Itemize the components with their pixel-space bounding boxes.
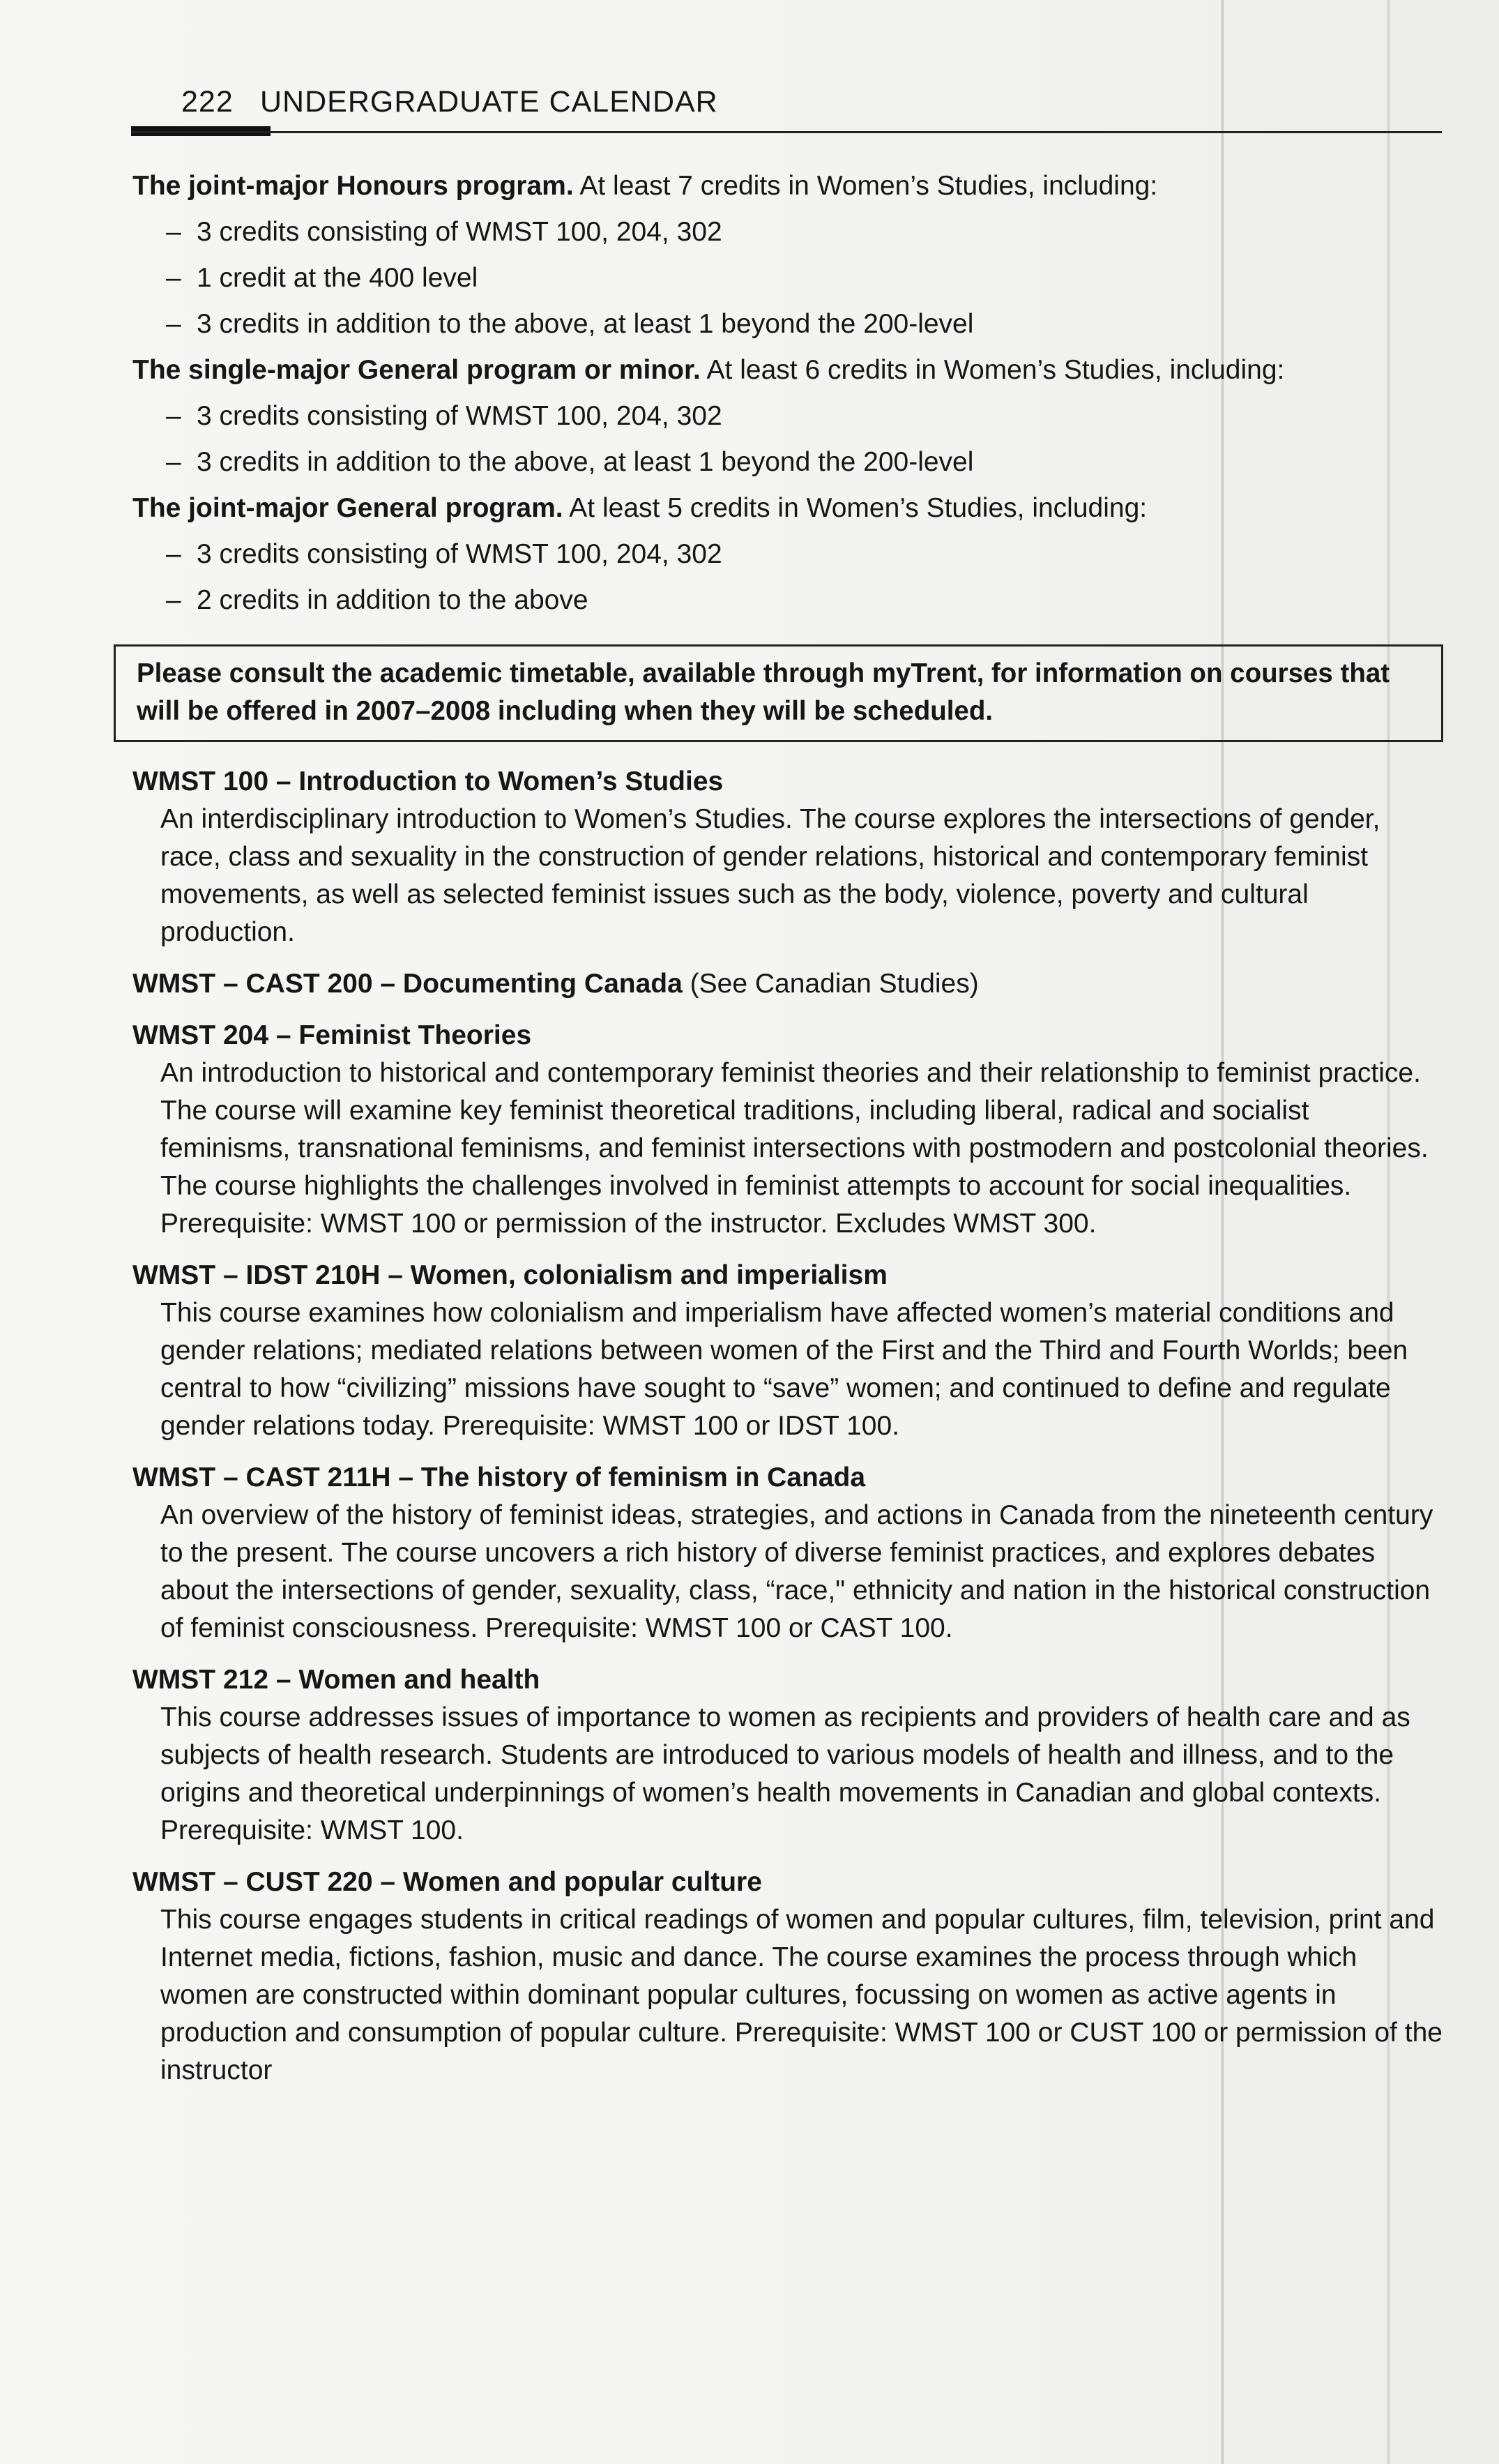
- requirement-text: 3 credits consisting of WMST 100, 204, 302: [197, 217, 722, 247]
- course-description: An interdisciplinary introduction to Women’s Studies. The course explores the intersections of gender, race, class and sexuality in the construction of gender relations, historical and contemporary feminist movements, as well as selected feminist issues such as the body, violence, poverty and cultural production.: [160, 804, 1380, 947]
- program-intro: At least 7 credits in Women’s Studies, including:: [579, 171, 1158, 201]
- course-title-text: WMST 100 – Introduction to Women’s Studies: [132, 766, 724, 796]
- running-title: UNDERGRADUATE CALENDAR: [260, 85, 718, 119]
- program-heading: [132, 167, 1443, 205]
- requirement-text: 3 credits in addition to the above, at least 1 beyond the 200-level: [197, 309, 974, 339]
- course-title-text: WMST – CUST 220 – Women and popular culture: [132, 1867, 762, 1897]
- course-description: This course engages students in critical readings of women and popular cultures, film, television, print and Internet media, fictions, fashion, music and dance. The course examines the process through which women are constructed within dominant popular cultures, focussing on women as active agents in production and consumption of popular culture. Prerequisite: WMST 100 or CUST 100 or permission of the instructor: [160, 1905, 1443, 2085]
- requirement-text: 1 credit at the 400 level: [197, 263, 478, 293]
- requirement-item: – 2 credits in addition to the above: [166, 585, 588, 615]
- requirement-list: [132, 398, 1443, 481]
- course-title: [132, 965, 1443, 1003]
- program-name: The joint-major General program.: [132, 493, 563, 523]
- course-note: (See Canadian Studies): [682, 969, 979, 999]
- course-title: [132, 1459, 1443, 1497]
- program-intro: At least 6 credits in Women’s Studies, including:: [706, 355, 1285, 385]
- requirement-item: – 3 credits consisting of WMST 100, 204, 302: [166, 539, 722, 569]
- program-intro: At least 5 credits in Women’s Studies, including:: [569, 493, 1148, 523]
- program-heading: [132, 352, 1443, 389]
- course-description: This course addresses issues of importance to women as recipients and providers of health care and as subjects of health research. Students are introduced to various models of health and illness, and to the origins and theoretical underpinnings of women’s health movements in Canadian and global contexts. Prerequisite: WMST 100.: [160, 1702, 1410, 1845]
- program-joint-major-honours: [132, 167, 1443, 343]
- requirement-list: [132, 536, 1443, 619]
- course-title-text: WMST – CAST 200 – Documenting Canada: [132, 969, 683, 999]
- course-title: [132, 1257, 1443, 1294]
- page-content: [132, 167, 1443, 2103]
- course-wmst-212: [132, 1661, 1443, 1850]
- requirement-item: – 3 credits in addition to the above, at least 1 beyond the 200-level: [166, 309, 974, 339]
- course-description: An introduction to historical and contemporary feminist theories and their relationship to feminist practice. The course will examine key feminist theoretical traditions, including liberal, radical and socialist feminisms, transnational feminisms, and feminist intersections with postmodern and postcolonial theories. The course highlights the challenges involved in feminist attempts to account for social inequalities. Prerequisite: WMST 100 or permission of the instructor. Excludes WMST 300.: [160, 1058, 1429, 1239]
- program-heading: [132, 490, 1443, 527]
- requirement-item: – 3 credits consisting of WMST 100, 204, 302: [166, 217, 722, 247]
- requirement-list: [132, 213, 1443, 343]
- program-single-major-general: [132, 352, 1443, 481]
- course-title-text: WMST 212 – Women and health: [132, 1665, 540, 1695]
- course-wmst-204: [132, 1017, 1443, 1243]
- course-title: [132, 763, 1443, 801]
- course-wmst-idst-210h: [132, 1257, 1443, 1445]
- course-title: [132, 1017, 1443, 1055]
- course-title: [132, 1661, 1443, 1699]
- course-title-text: WMST 204 – Feminist Theories: [132, 1020, 532, 1050]
- course-title: [132, 1864, 1443, 1901]
- requirement-item: – 3 credits consisting of WMST 100, 204, 302: [166, 401, 722, 431]
- header-rule: [131, 131, 1442, 133]
- requirement-text: 2 credits in addition to the above: [197, 585, 588, 615]
- timetable-notice: Please consult the academic timetable, available through myTrent, for information on courses that will be offered in 2007–2008 including when they will be scheduled.: [114, 644, 1443, 742]
- requirement-item: – 1 credit at the 400 level: [166, 263, 478, 293]
- course-wmst-cast-211h: [132, 1459, 1443, 1647]
- course-wmst-cust-220: [132, 1864, 1443, 2089]
- course-description: An overview of the history of feminist ideas, strategies, and actions in Canada from the nineteenth century to the present. The course uncovers a rich history of diverse feminist practices, and explores debates about the intersections of gender, sexuality, class, “race," ethnicity and nation in the historical construction of feminist consciousness. Prerequisite: WMST 100 or CAST 100.: [160, 1500, 1433, 1643]
- requirement-item: – 3 credits in addition to the above, at least 1 beyond the 200-level: [166, 447, 974, 477]
- program-joint-major-general: [132, 490, 1443, 619]
- course-description: This course examines how colonialism and imperialism have affected women’s material conditions and gender relations; mediated relations between women of the First and the Third and Fourth Worlds; been central to how “civilizing” missions have sought to “save” women; and continued to define and regulate gender relations today. Prerequisite: WMST 100 or IDST 100.: [160, 1298, 1408, 1441]
- requirement-text: 3 credits in addition to the above, at least 1 beyond the 200-level: [197, 447, 974, 477]
- page-number: 222: [181, 85, 234, 119]
- course-title-text: WMST – IDST 210H – Women, colonialism and imperialism: [132, 1260, 888, 1290]
- program-name: The joint-major Honours program.: [132, 171, 574, 201]
- course-wmst-100: [132, 763, 1443, 951]
- requirement-text: 3 credits consisting of WMST 100, 204, 302: [197, 401, 722, 431]
- program-name: The single-major General program or minor.: [132, 355, 701, 385]
- course-wmst-cast-200: [132, 965, 1443, 1003]
- requirement-text: 3 credits consisting of WMST 100, 204, 302: [197, 539, 722, 569]
- page-header: [131, 85, 1442, 119]
- course-title-text: WMST – CAST 211H – The history of feminism in Canada: [132, 1462, 866, 1492]
